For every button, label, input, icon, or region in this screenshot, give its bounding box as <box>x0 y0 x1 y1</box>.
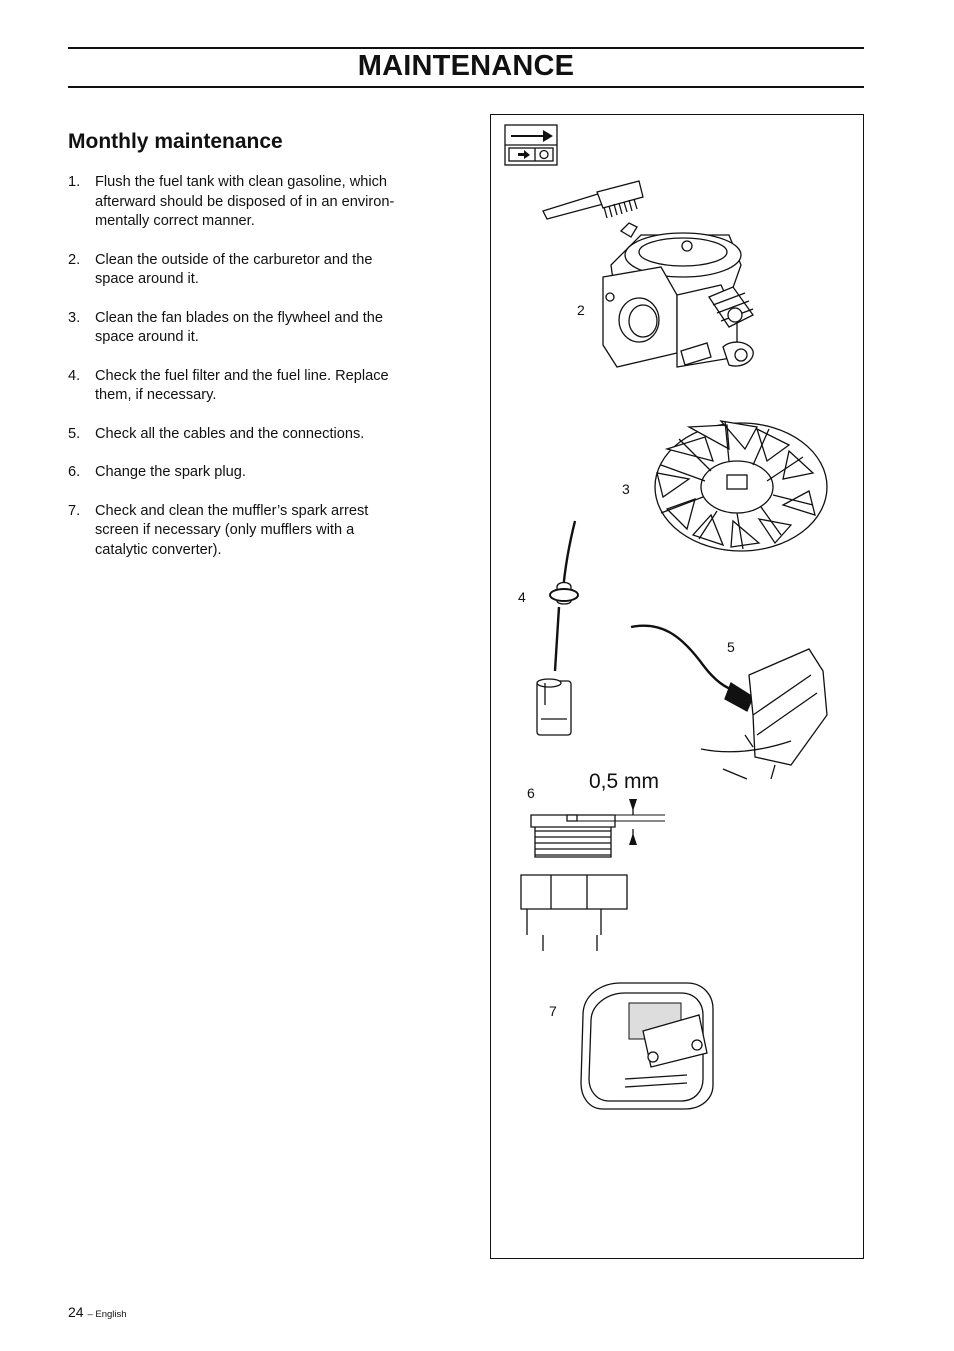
flywheel-icon <box>655 421 827 551</box>
step-text-line: screen if necessary (only mufflers with a <box>95 522 355 538</box>
step-text-line: afterward should be disposed of in an environ- <box>95 193 395 210</box>
maintenance-steps-list <box>68 173 438 579</box>
step-text-line: space around it. <box>95 271 199 287</box>
section-title: Monthly maintenance <box>68 130 283 153</box>
fuel-filter-icon <box>537 521 578 735</box>
step-text-line: Check all the cables and the connections. <box>95 425 365 442</box>
page-number: 24 <box>68 1304 84 1320</box>
figure-label-spark-plug: 6 <box>527 785 535 801</box>
header-rule-top <box>68 47 864 49</box>
step-item <box>68 463 438 483</box>
step-item <box>68 367 438 406</box>
figure-label-muffler: 7 <box>549 1003 557 1019</box>
figure-label-fuel-filter: 4 <box>518 589 526 605</box>
footer-language: – English <box>87 1309 127 1320</box>
step-text-line: Check and clean the muffler’s spark arrest <box>95 502 369 519</box>
muffler-icon <box>581 983 713 1109</box>
step-item <box>68 173 438 232</box>
page-header-title: MAINTENANCE <box>357 50 575 82</box>
step-number: 7. <box>68 502 81 519</box>
step-text-line: mentally correct manner. <box>95 213 255 229</box>
step-item <box>68 309 438 348</box>
step-text-line: Check the fuel filter and the fuel line. Replace <box>95 367 389 384</box>
page-footer <box>68 1304 127 1320</box>
header-rule-bottom <box>68 86 864 88</box>
figure-label-flywheel: 3 <box>622 481 630 497</box>
step-number: 1. <box>68 174 81 190</box>
illustration-drawings <box>491 115 863 1258</box>
step-text-line: Clean the outside of the carburetor and the <box>95 251 373 268</box>
step-number: 4. <box>68 367 81 384</box>
step-number: 3. <box>68 309 81 326</box>
step-text-line: them, if necessary. <box>95 387 217 403</box>
maintenance-illustration-panel <box>490 114 864 1259</box>
brush-icon <box>543 181 643 219</box>
figure-label-carburetor: 2 <box>577 302 585 318</box>
spark-plug-icon <box>521 799 665 951</box>
step-item <box>68 502 438 561</box>
step-number: 2. <box>68 251 81 268</box>
figure-label-cable: 5 <box>727 639 735 655</box>
step-number: 5. <box>68 425 81 442</box>
step-text-line: Flush the fuel tank with clean gasoline, which <box>95 174 388 190</box>
carburetor-icon <box>603 223 753 367</box>
spark-plug-gap-label: 0,5 mm <box>589 770 660 793</box>
step-text-line: space around it. <box>95 329 199 345</box>
maintenance-symbol-icon <box>505 125 557 165</box>
step-item <box>68 425 438 445</box>
step-text-line: Clean the fan blades on the flywheel and the <box>95 309 384 326</box>
step-number: 6. <box>68 464 81 480</box>
step-text-line: catalytic converter). <box>95 541 222 558</box>
step-item <box>68 251 438 290</box>
step-text-line: Change the spark plug. <box>95 464 246 480</box>
